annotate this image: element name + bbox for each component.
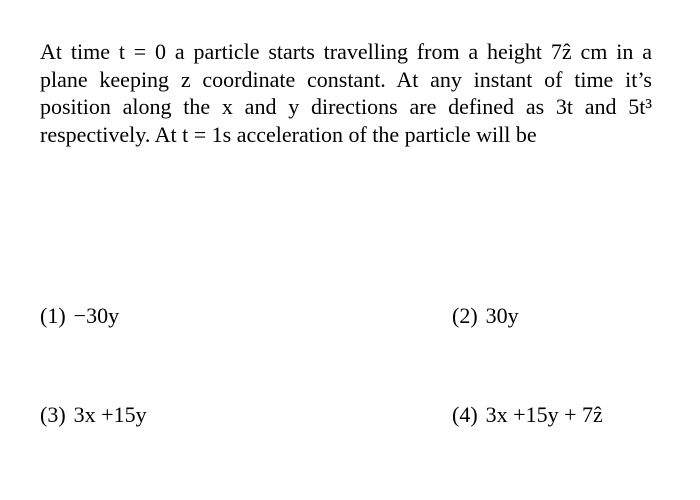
option-3-text: 3x +15y — [73, 402, 147, 427]
option-2-text: 30y — [485, 303, 519, 328]
question-text: At time t = 0 a particle starts travelling from a height 7ẑ cm in a plane keeping z coordinate constant. At any instant of time it’s position along the x and y directions are defined as 3t and 5t³ respectively. At t = 1s acceleration of the particle will be — [40, 39, 652, 147]
option-1-number: (1) — [40, 303, 66, 328]
option-2-number: (2) — [452, 303, 478, 328]
option-2 — [452, 303, 519, 329]
option-4 — [452, 402, 603, 428]
option-3-number: (3) — [40, 402, 66, 427]
option-3 — [40, 402, 147, 428]
option-4-text: 3x +15y + 7ẑ — [485, 402, 603, 427]
option-4-number: (4) — [452, 402, 478, 427]
option-1 — [40, 303, 119, 329]
option-1-text: −30y — [73, 303, 120, 328]
